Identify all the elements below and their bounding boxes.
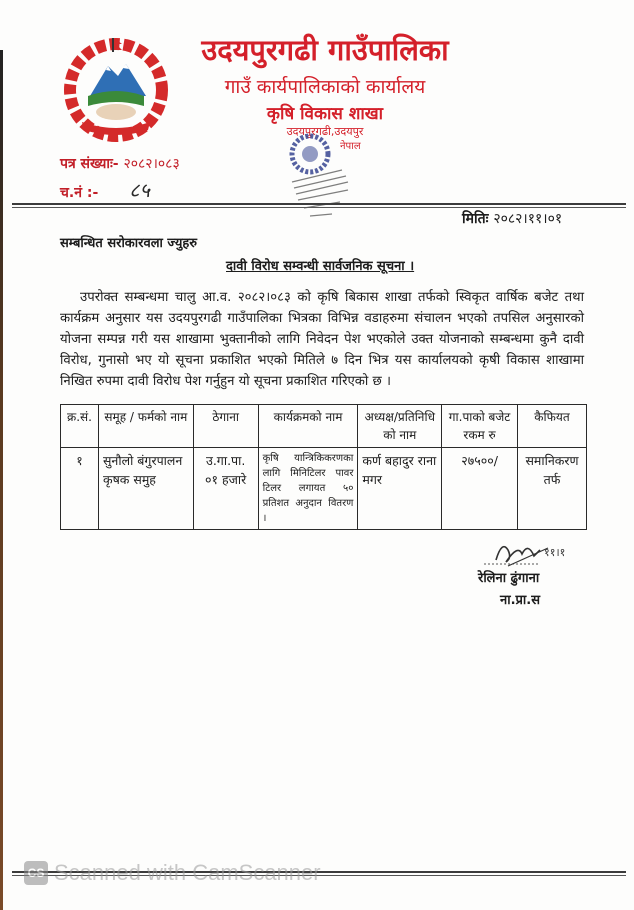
office-subtitle: गाउँ कार्यपालिकाको कार्यालय (224, 76, 426, 98)
letter-number-label: पत्र संख्याः- (60, 156, 119, 172)
nepal-emblem-icon (60, 34, 172, 146)
dispatch-number-label: च.नं :- (60, 185, 99, 201)
col-header-program: कार्यक्रमको नाम (258, 405, 358, 448)
camscanner-logo-icon: CS (24, 861, 48, 885)
letter-number (60, 154, 180, 173)
table-header-row (61, 405, 587, 448)
branch-name: कृषि विकास शाखा (266, 104, 384, 124)
col-header-budget: गा.पाको बजेट रकम रु (442, 405, 518, 448)
camscanner-watermark (24, 860, 321, 886)
notice-body: उपरोक्त सम्बन्धमा चालु आ.व. २०८२।०८३ को कृषि बिकास शाखा तर्फको स्विकृत वार्षिक बजेट तथा कार्यक्रम अनुसार यस उदयपुरगढी गाउँपालिका भित्रका विभिन्न वडाहरुमा संचालन भएको तपसिल अनुसारको योजना सम्पन्न गरी यस शाखामा भुक्तानीको लागि निवेदन पेश भएकोले उक्त योजनाको सम्बन्धमा कुनै दावी विरोध, गुनासो भए यो सूचना प्रकाशित भएको मितिले ७ दिन भित्र यस कार्यालयको कृषी विकास शाखामा निखित रुपमा दावी विरोध पेश गर्नुहुन यो सूचना प्रकाशित गरिएको छ । (60, 290, 584, 389)
scan-edge (0, 50, 3, 910)
col-header-chairperson: अध्यक्ष/प्रतिनिधि को नाम (358, 405, 442, 448)
date-value: २०८२।११।०१ (493, 211, 563, 227)
camscanner-text: Scanned with CamScanner (54, 860, 321, 885)
cell-chairperson: कर्ण बहादुर राना मगर (358, 448, 442, 530)
notice-heading: दावी विरोध सम्वन्धी सार्वजनिक सूचना । (226, 259, 415, 274)
letter-date (462, 209, 562, 228)
cell-address: उ.गा.पा. ०१ हजारे (193, 448, 258, 530)
col-header-remarks: कैफियत (517, 405, 586, 448)
cell-remarks: समानिकरण तर्फ (517, 448, 586, 530)
cell-budget: २७५००/ (442, 448, 518, 530)
dispatch-number (60, 176, 150, 203)
table-row (61, 448, 587, 530)
signature-mark (478, 536, 588, 570)
project-table (60, 404, 587, 530)
col-header-group-name: समूह / फर्मको नाम (98, 405, 193, 448)
header-divider (12, 203, 626, 208)
signatory-post: ना.प्रा.स (500, 593, 541, 608)
letter-number-value: २०८२।०८३ (123, 156, 180, 172)
office-seal-icon (282, 132, 362, 224)
signature-date: ११।१ (544, 546, 566, 559)
cell-program: कृषि यान्त्रिकिकरणका लागि मिनिटिलर पावर टिलर लगायत ५० प्रतिशत अनुदान वितरण । (258, 448, 358, 530)
dispatch-number-value: ८५ (129, 178, 150, 202)
col-header-sn: क्र.सं. (61, 405, 99, 448)
salutation: सम्बन्धित सरोकारवला ज्युहरु (60, 236, 198, 251)
signatory-name: रेलिना ढुंगाना (478, 571, 540, 586)
cell-group-name: सुनौलो बंगुरपालन कृषक समुह (98, 448, 193, 530)
col-header-address: ठेगाना (193, 405, 258, 448)
municipality-title: उदयपुरगढी गाउँपालिका (201, 33, 449, 67)
address-line1: उदयपुरगढी,उदयपुर (286, 125, 364, 138)
address-line2: नेपाल (340, 141, 361, 152)
date-label: मितिः (462, 211, 489, 227)
cell-sn: १ (61, 448, 99, 530)
